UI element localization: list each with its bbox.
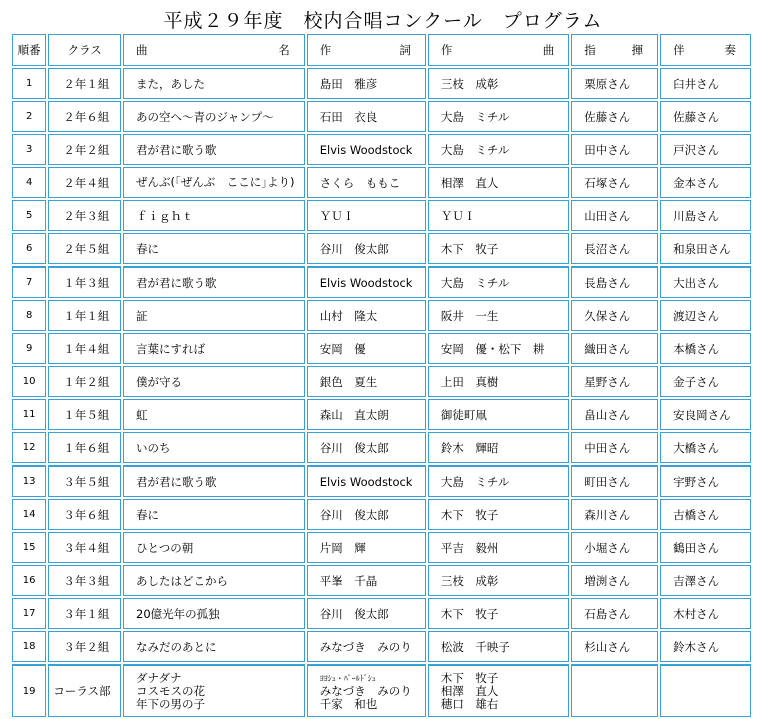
page-title: 平成２９年度 校内合唱コンクール プログラム (163, 10, 603, 32)
cell-no: 16 (12, 565, 46, 596)
cell-composer: 大島 ミチル (428, 266, 569, 298)
cell-accompanist: 佐藤さん (660, 101, 751, 132)
cell-accompanist: 大橋さん (660, 432, 751, 463)
table-row (12, 300, 751, 331)
header-composer (428, 34, 569, 66)
cell-conductor: 星野さん (571, 366, 658, 397)
cell-song: 証 (123, 300, 305, 331)
cell-song: ｆｉｇｈｔ (123, 200, 305, 231)
cell-no: 19 (12, 664, 46, 717)
cell-song: 春に (123, 233, 305, 264)
cell-lyrics: さくら ももこ (307, 167, 426, 198)
cell-song: 君が君に歌う歌 (123, 134, 305, 165)
cell-conductor: 久保さん (571, 300, 658, 331)
cell-class: ２年４組 (48, 167, 121, 198)
header-conductor-char-1: 指 (584, 43, 596, 57)
cell-no: 3 (12, 134, 46, 165)
chorus-row (12, 664, 751, 717)
cell-no: 6 (12, 233, 46, 264)
cell-song: 春に (123, 499, 305, 530)
cell-composer: 三枝 成彰 (428, 68, 569, 99)
program-table (10, 32, 753, 719)
cell-accompanist: 本橋さん (660, 333, 751, 364)
chorus-songs-line: ダナダナ (136, 670, 182, 685)
cell-accompanist: 宇野さん (660, 465, 751, 497)
cell-lyrics: みなづき みのり (307, 631, 426, 662)
cell-accompanist: 鶴田さん (660, 532, 751, 563)
chorus-composers-line: 相澤 直人 (440, 683, 499, 698)
cell-composer: 平吉 毅州 (428, 532, 569, 563)
cell-no: 18 (12, 631, 46, 662)
table-row (12, 532, 751, 563)
cell-song: 20億光年の孤独 (123, 598, 305, 629)
cell-class: １年２組 (48, 366, 121, 397)
header-conductor-char-2: 揮 (631, 43, 644, 57)
cell-song: 僕が守る (123, 366, 305, 397)
cell-class: コーラス部 (48, 664, 121, 717)
cell-song: いのち (123, 432, 305, 463)
table-row (12, 101, 751, 132)
table-row (12, 333, 751, 364)
table-row (12, 366, 751, 397)
cell-accompanist: 鈴木さん (660, 631, 751, 662)
table-row (12, 134, 751, 165)
cell-lyrics: ＹＵＩ (307, 200, 426, 231)
cell-lyrics: 安岡 優 (307, 333, 426, 364)
cell-no: 13 (12, 465, 46, 497)
cell-accompanist: 戸沢さん (660, 134, 751, 165)
cell-composer (428, 664, 569, 717)
header-lyrics-char-1: 作 (319, 43, 332, 57)
cell-conductor: 畠山さん (571, 399, 658, 430)
cell-composer: 松波 千映子 (428, 631, 569, 662)
cell-no: 12 (12, 432, 46, 463)
cell-song: ひとつの朝 (123, 532, 305, 563)
header-song-char-2: 名 (278, 43, 290, 57)
cell-accompanist (660, 664, 751, 717)
header-song (123, 34, 305, 66)
cell-song (123, 664, 305, 717)
cell-song: ぜんぶ(｢ぜんぶ ここに｣より) (123, 167, 305, 198)
cell-no: 14 (12, 499, 46, 530)
header-accompanist-char-1: 伴 (673, 43, 685, 57)
cell-song: 君が君に歌う歌 (123, 465, 305, 497)
cell-conductor: 長島さん (571, 266, 658, 298)
cell-conductor: 石島さん (571, 598, 658, 629)
cell-composer: 鈴木 輝昭 (428, 432, 569, 463)
cell-lyrics: 山村 隆太 (307, 300, 426, 331)
cell-accompanist: 吉澤さん (660, 565, 751, 596)
cell-lyrics: Elvis Woodstock (307, 465, 426, 497)
cell-conductor: 織田さん (571, 333, 658, 364)
cell-lyrics: 片岡 輝 (307, 532, 426, 563)
header-composer-char-2: 曲 (542, 43, 555, 57)
table-row (12, 631, 751, 662)
cell-lyrics (307, 664, 426, 717)
cell-composer: 相澤 直人 (428, 167, 569, 198)
cell-accompanist: 木村さん (660, 598, 751, 629)
cell-accompanist: 大出さん (660, 266, 751, 298)
chorus-composers-line: 木下 牧子 (440, 670, 499, 685)
cell-composer: 木下 牧子 (428, 598, 569, 629)
cell-conductor: 長沼さん (571, 233, 658, 264)
cell-conductor: 栗原さん (571, 68, 658, 99)
table-row (12, 598, 751, 629)
cell-class: ２年２組 (48, 134, 121, 165)
cell-composer: 阪井 一生 (428, 300, 569, 331)
cell-lyrics: 石田 衣良 (307, 101, 426, 132)
cell-conductor: 小堀さん (571, 532, 658, 563)
cell-composer: 大島 ミチル (428, 465, 569, 497)
cell-conductor: 中田さん (571, 432, 658, 463)
cell-composer: 木下 牧子 (428, 499, 569, 530)
header-composer-char-1: 作 (440, 43, 453, 57)
header-lyrics-char-2: 詞 (399, 43, 411, 57)
cell-no: 4 (12, 167, 46, 198)
cell-accompanist: 和泉田さん (660, 233, 751, 264)
cell-song: 虹 (123, 399, 305, 430)
cell-composer: 大島 ミチル (428, 134, 569, 165)
cell-accompanist: 古橋さん (660, 499, 751, 530)
cell-class: ３年３組 (48, 565, 121, 596)
cell-lyrics: 谷川 俊太郎 (307, 233, 426, 264)
cell-conductor: 石塚さん (571, 167, 658, 198)
cell-composer: 三枝 成彰 (428, 565, 569, 596)
chorus-lyrics-line: みなづき みのり (319, 683, 412, 698)
cell-accompanist: 臼井さん (660, 68, 751, 99)
cell-class: ３年４組 (48, 532, 121, 563)
cell-conductor: 佐藤さん (571, 101, 658, 132)
cell-class: ２年６組 (48, 101, 121, 132)
cell-class: ３年５組 (48, 465, 121, 497)
cell-composer: 御徒町凧 (428, 399, 569, 430)
cell-lyrics: 谷川 俊太郎 (307, 499, 426, 530)
header-row (12, 34, 751, 66)
header-song-char-1: 曲 (136, 43, 148, 57)
cell-conductor (571, 664, 658, 717)
cell-no: 2 (12, 101, 46, 132)
chorus-songs-line: 年下の男の子 (136, 696, 206, 711)
table-row (12, 465, 751, 497)
cell-composer: 上田 真樹 (428, 366, 569, 397)
table-row (12, 68, 751, 99)
table-row (12, 432, 751, 463)
cell-conductor: 杉山さん (571, 631, 658, 662)
cell-conductor: 増渕さん (571, 565, 658, 596)
table-row (12, 266, 751, 298)
cell-composer: 木下 牧子 (428, 233, 569, 264)
cell-song: 言葉にすれば (123, 333, 305, 364)
cell-lyrics: 谷川 俊太郎 (307, 432, 426, 463)
cell-lyrics: Elvis Woodstock (307, 266, 426, 298)
cell-no: 10 (12, 366, 46, 397)
table-row (12, 233, 751, 264)
cell-class: ３年２組 (48, 631, 121, 662)
cell-lyrics: 平峯 千晶 (307, 565, 426, 596)
cell-accompanist: 渡辺さん (660, 300, 751, 331)
cell-conductor: 田中さん (571, 134, 658, 165)
chorus-lyrics-line: ﾖﾖｼｭ・ﾊﾟｰﾙﾄﾞｼｭ (319, 673, 376, 683)
cell-class: ２年３組 (48, 200, 121, 231)
cell-song: 君が君に歌う歌 (123, 266, 305, 298)
header-lyrics (307, 34, 426, 66)
cell-lyrics: 銀色 夏生 (307, 366, 426, 397)
cell-class: ３年６組 (48, 499, 121, 530)
cell-lyrics: 島田 雅彦 (307, 68, 426, 99)
cell-lyrics: 谷川 俊太郎 (307, 598, 426, 629)
cell-conductor: 森川さん (571, 499, 658, 530)
cell-no: 5 (12, 200, 46, 231)
cell-class: １年６組 (48, 432, 121, 463)
cell-conductor: 山田さん (571, 200, 658, 231)
cell-song: また，あした (123, 68, 305, 99)
table-row (12, 499, 751, 530)
cell-accompanist: 安良岡さん (660, 399, 751, 430)
cell-class: ２年５組 (48, 233, 121, 264)
cell-composer: 大島 ミチル (428, 101, 569, 132)
cell-lyrics: 森山 直太朗 (307, 399, 426, 430)
cell-lyrics: Elvis Woodstock (307, 134, 426, 165)
header-accompanist (660, 34, 751, 66)
cell-no: 17 (12, 598, 46, 629)
cell-no: 8 (12, 300, 46, 331)
table-row (12, 200, 751, 231)
header-conductor (571, 34, 658, 66)
cell-no: 11 (12, 399, 46, 430)
cell-accompanist: 川島さん (660, 200, 751, 231)
cell-class: １年４組 (48, 333, 121, 364)
cell-no: 7 (12, 266, 46, 298)
cell-class: ３年１組 (48, 598, 121, 629)
cell-song: なみだのあとに (123, 631, 305, 662)
cell-composer: 安岡 優・松下 耕 (428, 333, 569, 364)
cell-composer: ＹＵＩ (428, 200, 569, 231)
chorus-songs-line: コスモスの花 (136, 683, 206, 698)
cell-song: あの空へ～青のジャンプ～ (123, 101, 305, 132)
cell-conductor: 町田さん (571, 465, 658, 497)
header-class: クラス (48, 34, 121, 66)
table-row (12, 565, 751, 596)
cell-class: ２年１組 (48, 68, 121, 99)
chorus-lyrics-line: 千家 和也 (319, 696, 378, 711)
cell-no: 1 (12, 68, 46, 99)
cell-no: 9 (12, 333, 46, 364)
cell-song: あしたはどこから (123, 565, 305, 596)
table-row (12, 399, 751, 430)
cell-accompanist: 金本さん (660, 167, 751, 198)
chorus-composers-line: 穂口 雄右 (440, 696, 499, 711)
cell-class: １年１組 (48, 300, 121, 331)
cell-no: 15 (12, 532, 46, 563)
cell-class: １年５組 (48, 399, 121, 430)
table-row (12, 167, 751, 198)
header-no: 順番 (12, 34, 46, 66)
program-rows (12, 68, 751, 717)
cell-class: １年３組 (48, 266, 121, 298)
header-accompanist-char-2: 奏 (724, 43, 736, 57)
cell-accompanist: 金子さん (660, 366, 751, 397)
